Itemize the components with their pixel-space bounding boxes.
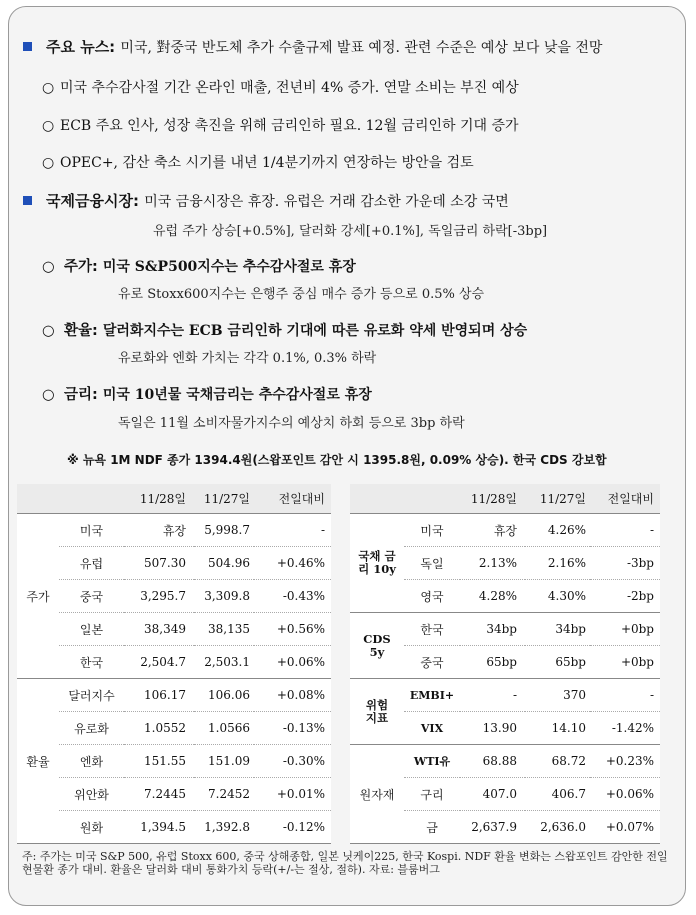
header-col1: 11/28일 <box>124 484 194 514</box>
ndf-note: ※ 뉴욕 1M NDF 종가 1394.4원(스왑포인트 감안 시 1395.8원, 0.09% 상승). 한국 CDS 강보합 <box>67 453 607 467</box>
table-header-row <box>17 484 331 514</box>
group-label: 주가 <box>17 514 59 679</box>
header-col1: 11/28일 <box>460 484 525 514</box>
section1-headline: 미국, 對중국 반도체 추가 수출규제 발표 예정. 관련 수준은 예상 보다 낮을 전망 <box>120 40 603 56</box>
table-row: 독일 2.13% 2.16% -3bp <box>350 547 660 580</box>
table-row: 유럽 507.30 504.96 +0.46% <box>17 547 331 580</box>
table-row: 주가 미국 휴장 5,998.7 - <box>17 514 331 547</box>
table-row: 엔화 151.55 151.09 -0.30% <box>17 745 331 778</box>
market-item-sub: 유로 Stoxx600지수는 은행주 중심 매수 증가 등으로 0.5% 상승 <box>118 287 485 302</box>
header-col2: 11/27일 <box>525 484 590 514</box>
market-item-stock: ○ 주가: 미국 S&P500지수는 추수감사절로 휴장 <box>42 259 356 275</box>
table-header-row <box>350 484 660 514</box>
group-label: CDS 5y <box>350 613 404 679</box>
table-row: CDS 5y 한국 34bp 34bp +0bp <box>350 613 660 646</box>
table-row: 한국 2,504.7 2,503.1 +0.06% <box>17 646 331 679</box>
circle-bullet-icon: ○ <box>42 387 55 403</box>
section1-title: 주요 뉴스: <box>46 38 116 56</box>
group-label: 위험 지표 <box>350 679 404 745</box>
circle-bullet-icon: ○ <box>42 80 55 96</box>
market-item-sub: 독일은 11월 소비자물가지수의 예상치 하회 등으로 3bp 하락 <box>118 416 465 431</box>
section2-header <box>46 190 509 211</box>
table-row: 원자재 WTI유 68.88 68.72 +0.23% <box>350 745 660 778</box>
section2-headline: 미국 금융시장은 휴장. 유럽은 거래 감소한 가운데 소강 국면 <box>144 194 509 210</box>
section-bullet-square <box>23 42 32 51</box>
header-col3: 전일대비 <box>590 484 660 514</box>
header-col3: 전일대비 <box>254 484 331 514</box>
table-row: 환율 달러지수 106.17 106.06 +0.08% <box>17 679 331 712</box>
table-row: VIX 13.90 14.10 -1.42% <box>350 712 660 745</box>
right-market-table <box>350 484 660 844</box>
table-row: 국채 금리 10y 미국 휴장 4.26% - <box>350 514 660 547</box>
news-item: ○ OPEC+, 감산 축소 시기를 내년 1/4분기까지 연장하는 방안을 검토 <box>42 155 474 171</box>
table-row: 유로화 1.0552 1.0566 -0.13% <box>17 712 331 745</box>
market-item-fx: ○ 환율: 달러화지수는 ECB 금리인하 기대에 따른 유로화 약세 반영되며 상승 <box>42 323 528 339</box>
circle-bullet-icon: ○ <box>42 118 55 134</box>
section1-header <box>46 36 602 57</box>
table-row: 위안화 7.2445 7.2452 +0.01% <box>17 778 331 811</box>
table-row: 중국 65bp 65bp +0bp <box>350 646 660 679</box>
header-col2: 11/27일 <box>194 484 254 514</box>
table-row: 금 2,637.9 2,636.0 +0.07% <box>350 811 660 844</box>
table-row: 영국 4.28% 4.30% -2bp <box>350 580 660 613</box>
section2-subline: 유럽 주가 상승[+0.5%], 달러화 강세[+0.1%], 독일금리 하락[-3bp] <box>153 224 548 239</box>
news-item: ○ 미국 추수감사절 기간 온라인 매출, 전년비 4% 증가. 연말 소비는 부진 예상 <box>42 80 519 96</box>
market-item-sub: 유로화와 엔화 가치는 각각 0.1%, 0.3% 하락 <box>118 351 377 366</box>
circle-bullet-icon: ○ <box>42 259 55 275</box>
table-row: 일본 38,349 38,135 +0.56% <box>17 613 331 646</box>
table-row: 중국 3,295.7 3,309.8 -0.43% <box>17 580 331 613</box>
table-row: 위험 지표 EMBI+ - 370 - <box>350 679 660 712</box>
news-item: ○ ECB 주요 인사, 성장 촉진을 위해 금리인하 필요. 12월 금리인하 기대 증가 <box>42 118 519 134</box>
group-label: 원자재 <box>350 745 404 844</box>
section2-title: 국제금융시장: <box>46 192 139 210</box>
circle-bullet-icon: ○ <box>42 155 55 171</box>
circle-bullet-icon: ○ <box>42 323 55 339</box>
left-market-table <box>17 484 331 844</box>
market-item-rate: ○ 금리: 미국 10년물 국채금리는 추수감사절로 휴장 <box>42 387 372 403</box>
section-bullet-square <box>23 196 32 205</box>
table-row: 구리 407.0 406.7 +0.06% <box>350 778 660 811</box>
table-row: 원화 1,394.5 1,392.8 -0.12% <box>17 811 331 844</box>
group-label: 환율 <box>17 679 59 844</box>
footnote: 주: 주가는 미국 S&P 500, 유럽 Stoxx 600, 중국 상해종합, 일본 닛케이225, 한국 Kospi. NDF 환율 변화는 스왑포인트 감안한 전일 현물환 종가 대비. 환율은 달러화 대비 통화가치 등락(+/-는 절상, 절하). 자료: 블룸버그 <box>22 850 668 876</box>
group-label: 국채 금리 10y <box>350 514 404 613</box>
